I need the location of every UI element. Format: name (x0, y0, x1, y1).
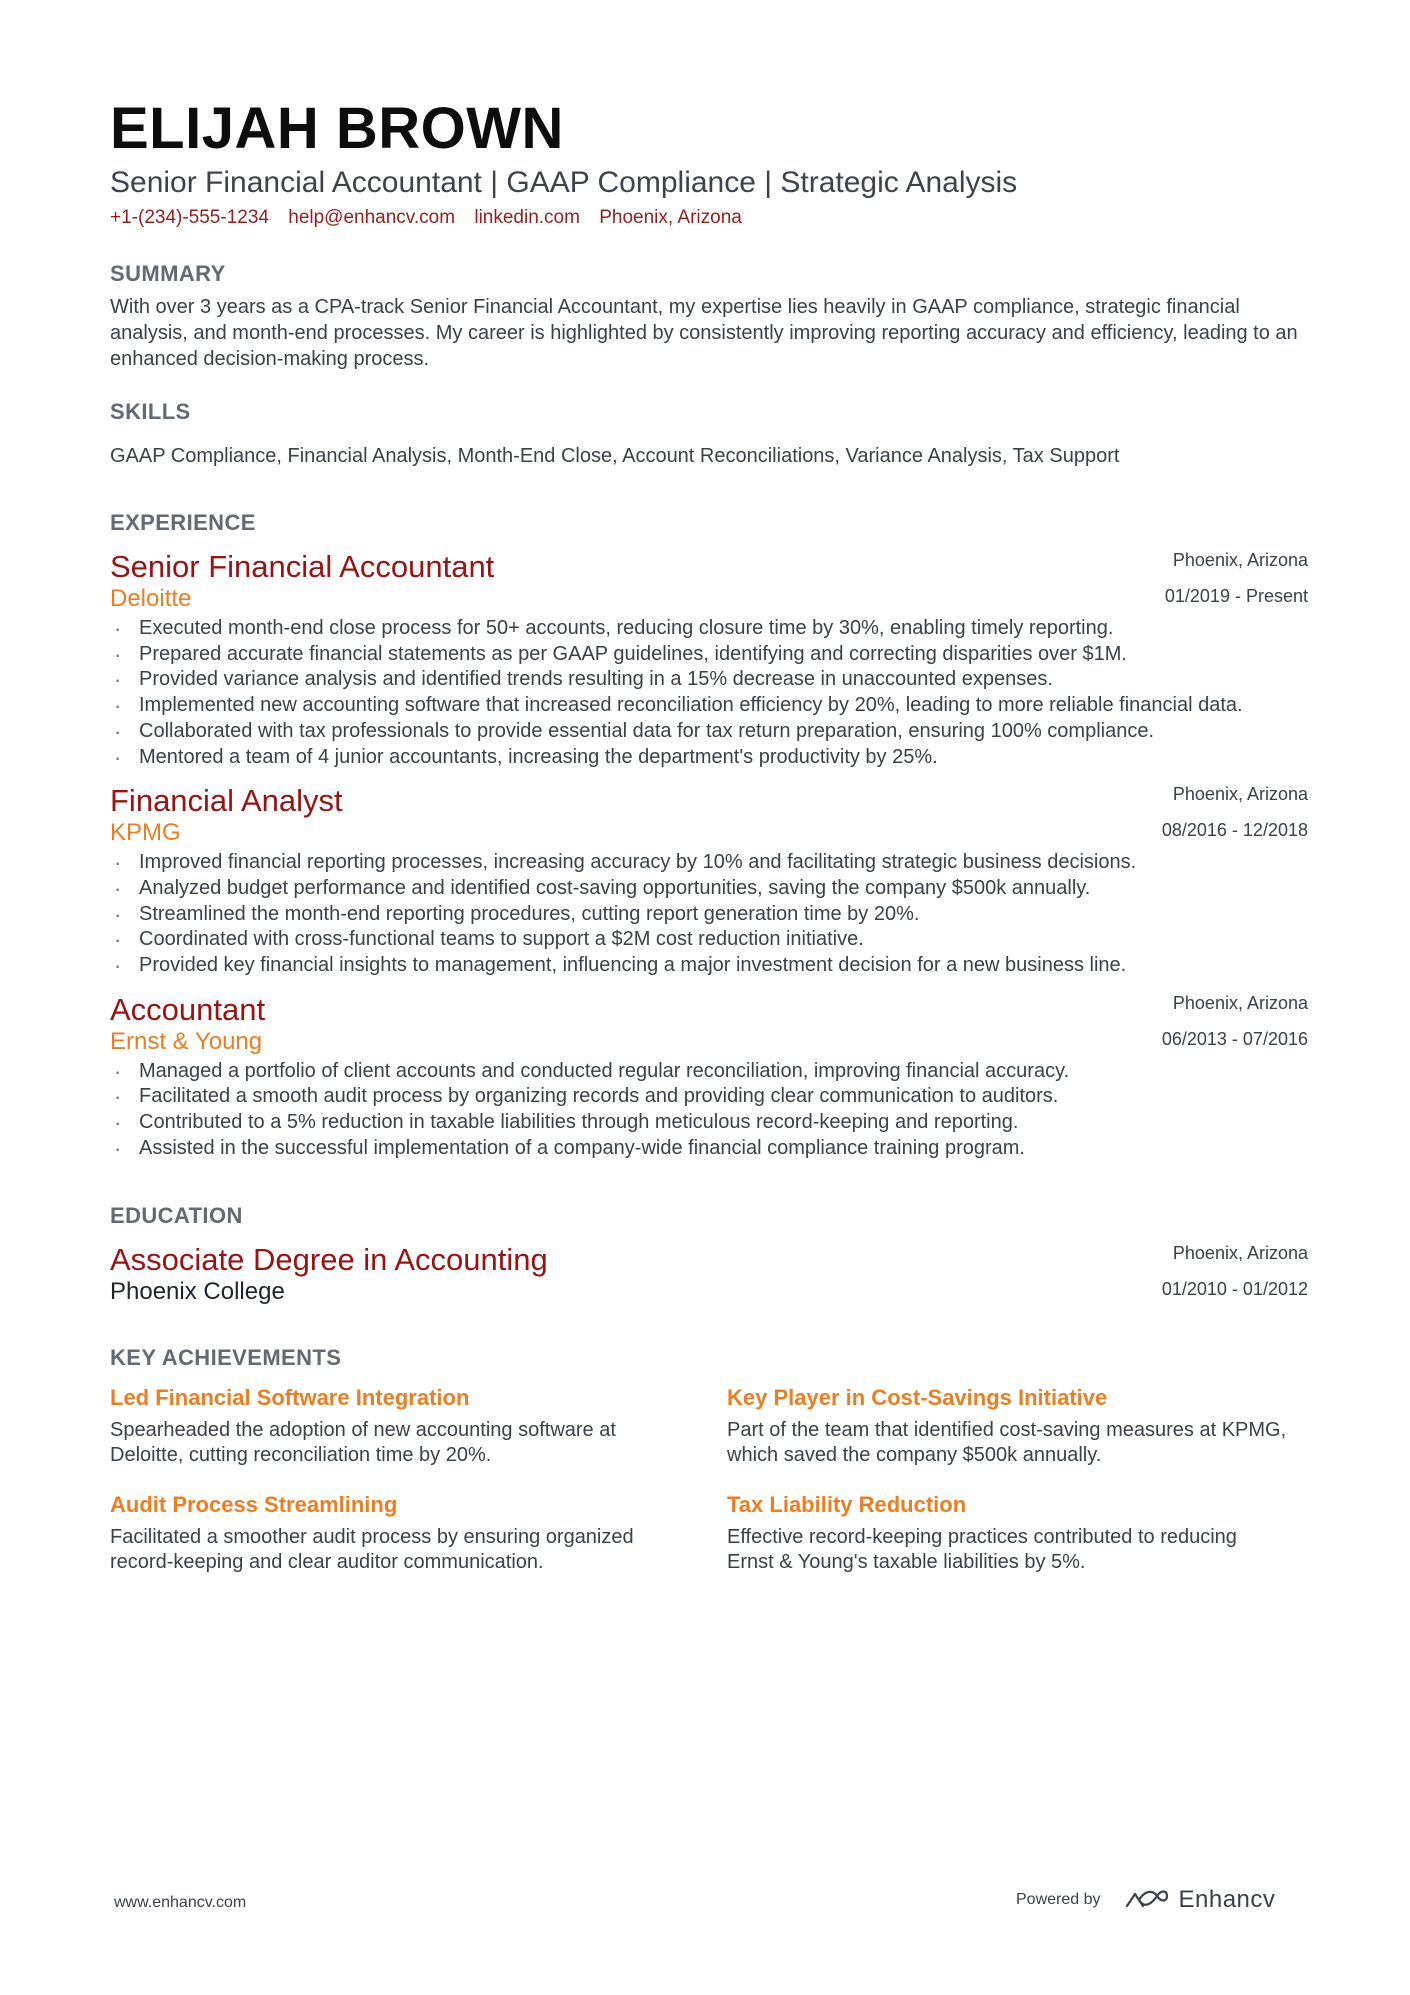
phone-link[interactable]: +1-(234)-555-1234 (110, 207, 269, 228)
job-entry (110, 992, 1308, 1162)
section-title-experience: EXPERIENCE (110, 510, 256, 535)
achievement-title: Tax Liability Reduction (727, 1491, 967, 1517)
job-location: Phoenix, Arizona (1172, 992, 1308, 1013)
degree-title: Associate Degree in Accounting (110, 1241, 548, 1277)
summary-section (110, 260, 1308, 372)
job-title: Senior Financial Accountant (110, 549, 495, 584)
bullet-item: · Implemented new accounting software that increased reconciliation efficiency by 20%, leading to more reliable financial data. (110, 693, 1308, 719)
education-header (110, 1242, 1308, 1306)
job-bullets (110, 616, 1308, 770)
section-title-achievements: KEY ACHIEVEMENTS (110, 1344, 342, 1370)
bullet-item: · Mentored a team of 4 junior accountants, increasing the department's productivity by 25%. (110, 745, 1308, 771)
job-dates: 08/2016 - 12/2018 (1161, 820, 1308, 841)
enhancv-logo-icon (1123, 1886, 1169, 1914)
job-header (110, 992, 1308, 1056)
section-title-education: EDUCATION (110, 1202, 243, 1228)
email-link[interactable]: help@enhancv.com (288, 207, 456, 228)
achievement-desc: Spearheaded the adoption of new accounting software at Deloitte, cutting reconciliation time by 20%. (110, 1418, 616, 1467)
footer-website[interactable]: www.enhancv.com (114, 1894, 247, 1911)
section-title-skills: SKILLS (110, 399, 191, 424)
bullet-item: · Facilitated a smooth audit process by organizing records and providing clear communication to auditors. (110, 1084, 1308, 1110)
brand-name: Enhancv (1178, 1886, 1276, 1913)
job-entry (110, 549, 1308, 770)
achievement-desc: Effective record-keeping practices contributed to reducing Ernst & Young's taxable liabilities by 5%. (727, 1525, 1237, 1574)
job-title: Financial Analyst (110, 783, 343, 819)
bullet-item: · Assisted in the successful implementation of a company-wide financial compliance training program. (110, 1136, 1308, 1162)
job-bullets (110, 850, 1308, 979)
education-dates: 01/2010 - 01/2012 (1161, 1278, 1308, 1299)
job-title: Accountant (110, 991, 266, 1027)
linkedin-link[interactable]: linkedin.com (474, 207, 580, 228)
bullet-item: · Provided variance analysis and identified trends resulting in a 15% decrease in unaccounted expenses. (110, 667, 1308, 693)
achievement-desc: Facilitated a smoother audit process by ensuring organized record-keeping and clear auditor communication. (110, 1525, 634, 1574)
bullet-item: · Collaborated with tax professionals to provide essential data for tax return preparation, ensuring 100% compliance. (110, 719, 1308, 745)
job-company: KPMG (110, 819, 181, 847)
resume-content (110, 96, 1308, 1614)
job-location: Phoenix, Arizona (1172, 784, 1308, 805)
bullet-item: · Contributed to a 5% reduction in taxable liabilities through meticulous record-keeping and reporting. (110, 1110, 1308, 1136)
bullet-item: · Coordinated with cross-functional teams to support a $2M cost reduction initiative. (110, 927, 1308, 953)
job-header (110, 783, 1308, 847)
job-company: Deloitte (110, 585, 192, 612)
achievement-item (110, 1384, 690, 1469)
job-company: Ernst & Young (110, 1027, 263, 1055)
summary-text: With over 3 years as a CPA-track Senior Financial Accountant, my expertise lies heavily in GAAP compliance, strategic financial analysis, and month-end processes. My career is highlighted by consistently improving reporting accuracy and efficiency, leading to an enhanced decision-making process. (110, 296, 1298, 370)
skills-section (110, 398, 1308, 469)
powered-by-label: Powered by (1016, 1891, 1101, 1908)
bullet-item: · Managed a portfolio of client accounts and conducted regular reconciliation, improving financial accuracy. (110, 1059, 1308, 1085)
bullet-item: · Improved financial reporting processes, increasing accuracy by 10% and facilitating strategic business decisions. (110, 850, 1308, 876)
footer-branding (1016, 1880, 1275, 1920)
bullet-item: · Analyzed budget performance and identified cost-saving opportunities, saving the company $500k annually. (110, 876, 1308, 902)
experience-section (110, 509, 1308, 1162)
headline: Senior Financial Accountant | GAAP Compliance | Strategic Analysis (110, 166, 1018, 199)
bullet-item: · Executed month-end close process for 50+ accounts, reducing closure time by 30%, enabling timely reporting. (110, 616, 1308, 642)
education-location: Phoenix, Arizona (1172, 1242, 1308, 1263)
job-dates: 01/2019 - Present (1164, 586, 1308, 606)
achievement-desc: Part of the team that identified cost-saving measures at KPMG, which saved the company $500k annually. (727, 1418, 1287, 1467)
bullet-item: · Provided key financial insights to management, influencing a major investment decision for a new business line. (110, 953, 1308, 979)
candidate-name: ELIJAH BROWN (110, 96, 564, 161)
achievement-item (727, 1384, 1307, 1469)
contact-line (110, 206, 1308, 230)
job-entry (110, 783, 1308, 979)
location-text: Phoenix, Arizona (599, 207, 742, 228)
skills-text: GAAP Compliance, Financial Analysis, Month-End Close, Account Reconciliations, Variance Analysis, Tax Support (110, 445, 1120, 467)
school-name: Phoenix College (110, 1277, 285, 1305)
job-header (110, 549, 1308, 613)
job-dates: 06/2013 - 07/2016 (1161, 1028, 1308, 1049)
job-location: Phoenix, Arizona (1172, 550, 1308, 570)
achievements-section (110, 1344, 1308, 1614)
achievement-title: Audit Process Streamlining (110, 1491, 398, 1517)
achievement-title: Led Financial Software Integration (110, 1384, 470, 1410)
education-section (110, 1202, 1308, 1306)
achievements-grid (110, 1384, 1308, 1614)
job-bullets (110, 1059, 1308, 1162)
achievement-item (110, 1491, 670, 1576)
bullet-item: · Streamlined the month-end reporting procedures, cutting report generation time by 20%. (110, 902, 1308, 928)
section-title-summary: SUMMARY (110, 261, 226, 286)
achievement-item (727, 1491, 1287, 1576)
bullet-item: · Prepared accurate financial statements as per GAAP guidelines, identifying and correcting disparities over $1M. (110, 642, 1308, 668)
achievement-title: Key Player in Cost-Savings Initiative (727, 1384, 1108, 1410)
